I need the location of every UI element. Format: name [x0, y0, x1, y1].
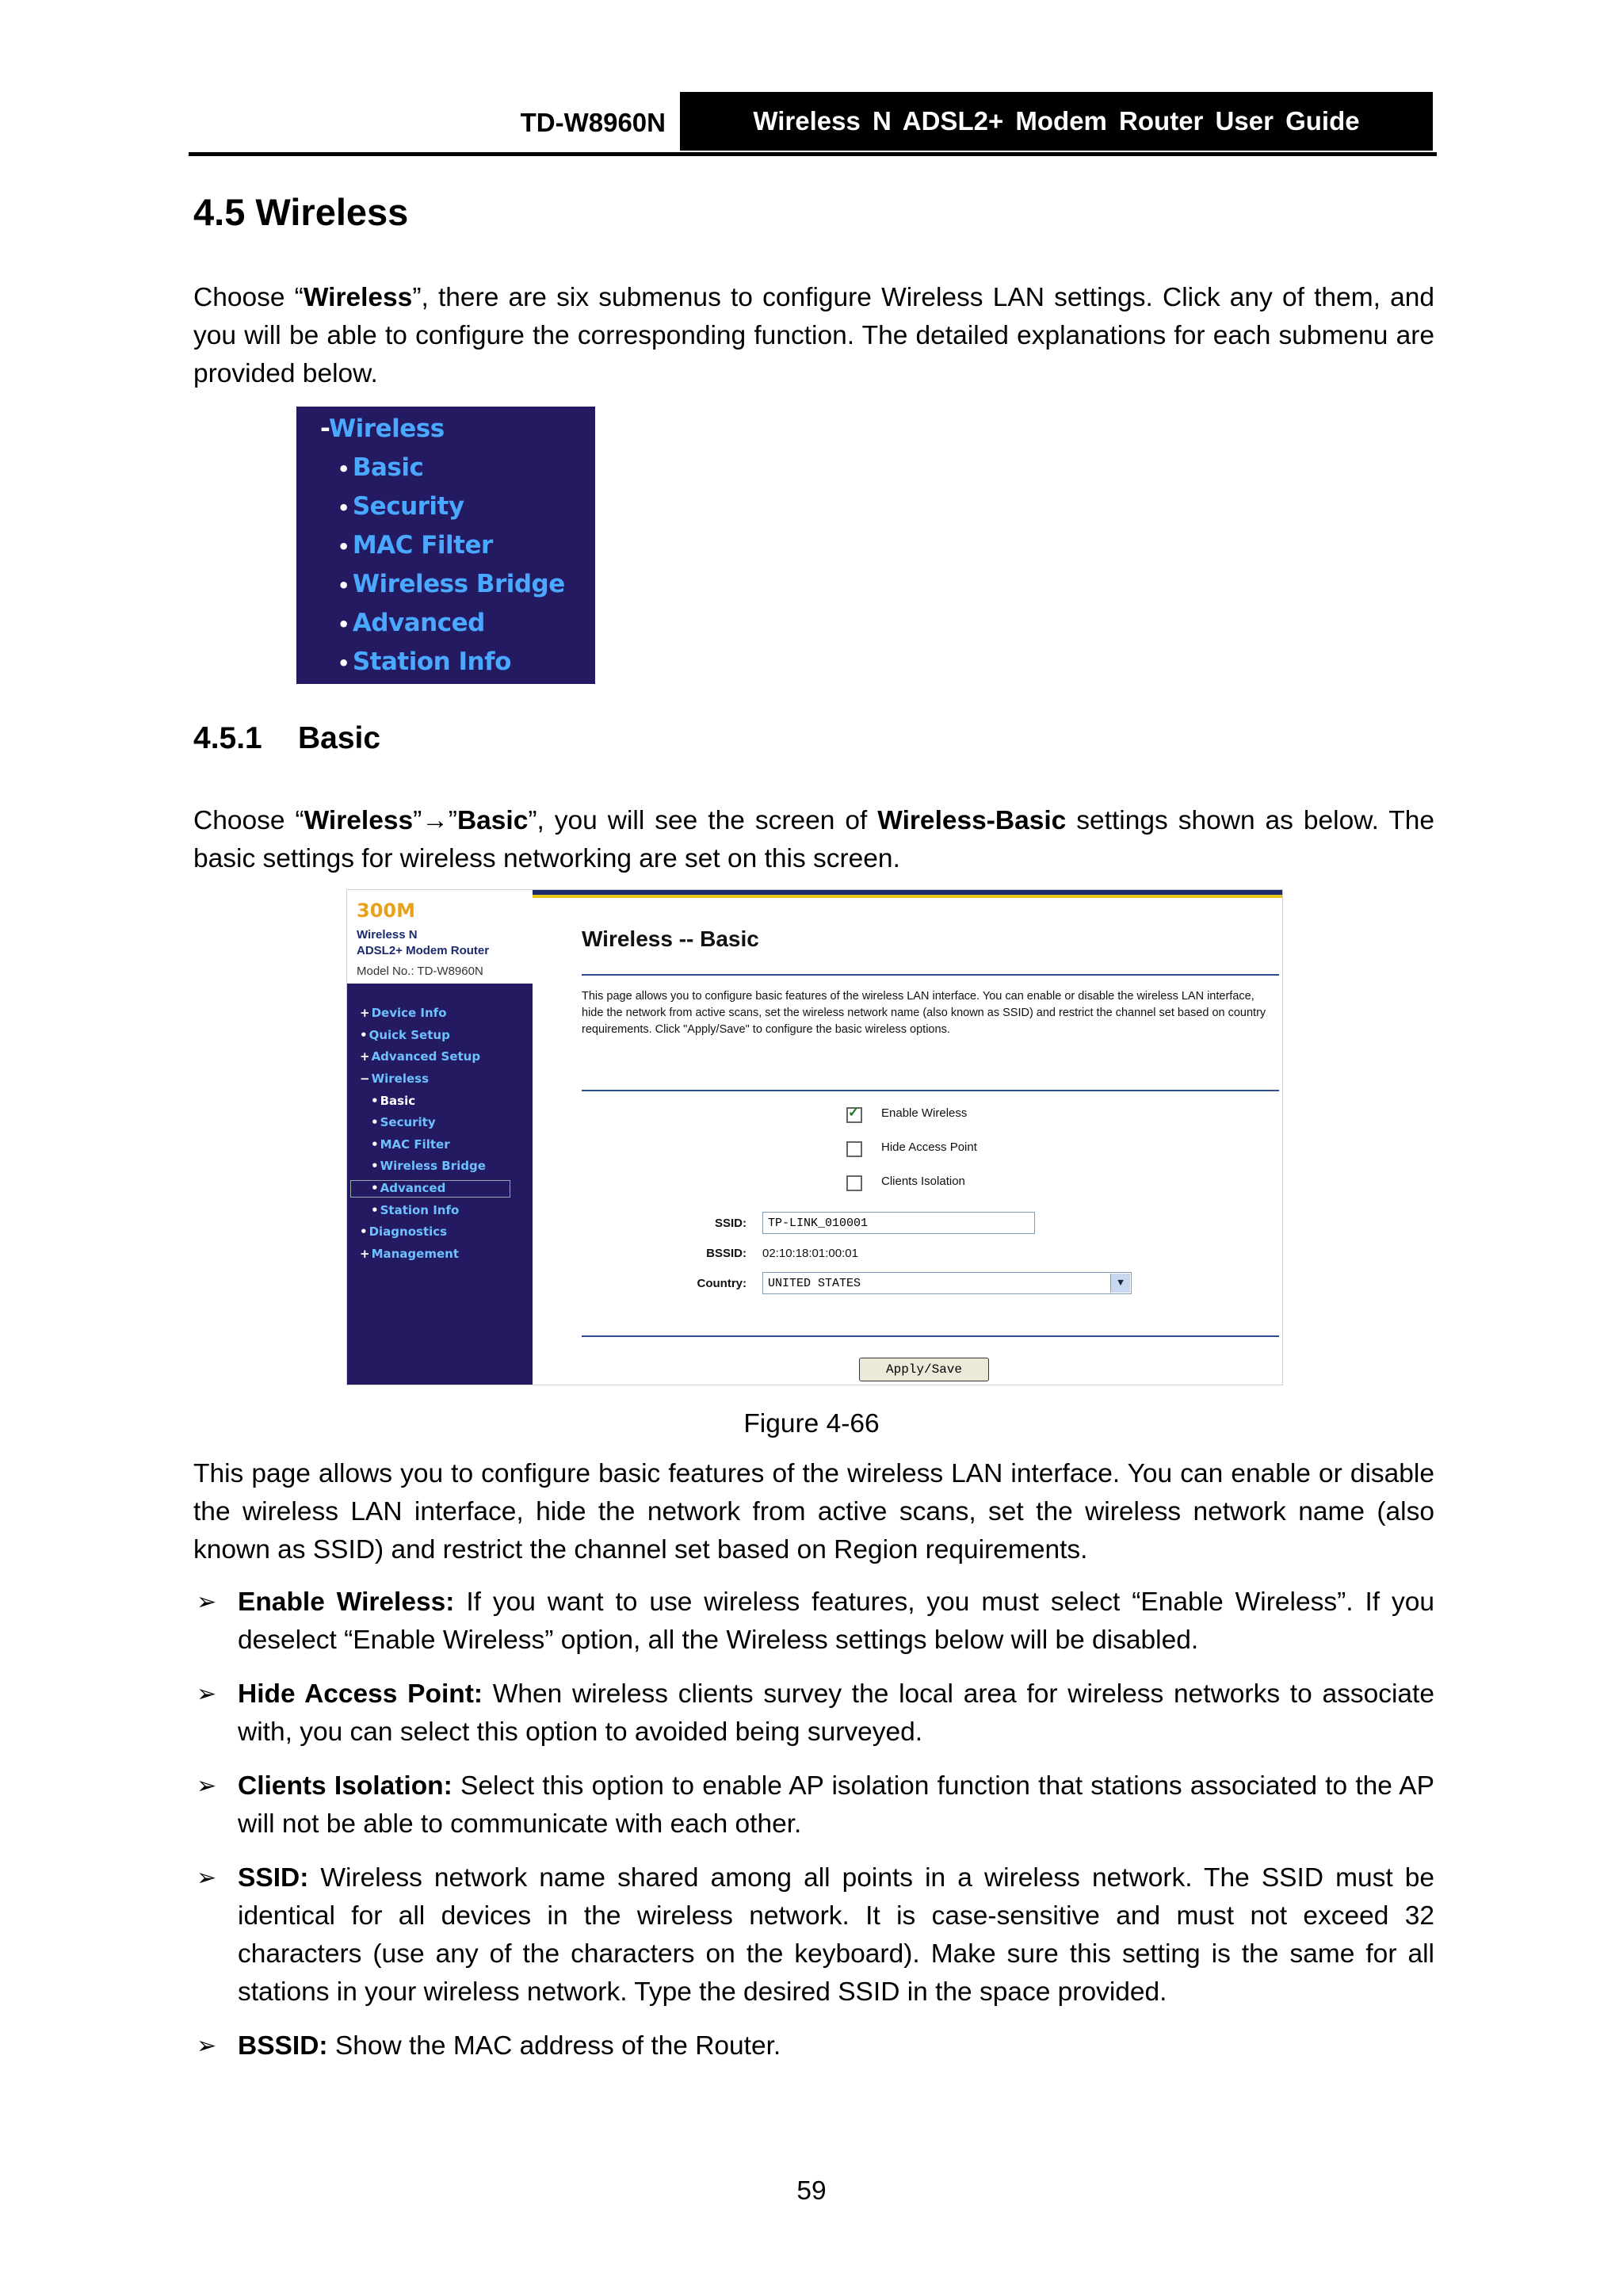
sidebar-item-advanced[interactable]	[371, 1181, 445, 1195]
expand-icon: +	[360, 1049, 370, 1064]
bullet-icon: •	[360, 1028, 368, 1042]
menu-heading-wireless	[320, 415, 445, 443]
clients-isolation-label: Clients Isolation	[881, 1175, 965, 1188]
description-rule	[582, 1090, 1279, 1091]
brand-model: Model No.: TD-W8960N	[357, 965, 483, 978]
sidebar-item-management[interactable]	[360, 1247, 459, 1261]
sidebar-label: Wireless Bridge	[380, 1159, 486, 1173]
sub-intro-pre: Choose “	[193, 806, 304, 835]
router-page-description: This page allows you to configure basic features of the wireless LAN interface. You can enable or disable the wireless LAN interface, hide the network from active scans, set the wireless network name (also known as SSID) and restrict the channel set based on country requirements. Click "Apply/Save" to configure the basic wireless options.	[582, 990, 1266, 1036]
sidebar-item-mac-filter[interactable]	[371, 1137, 450, 1152]
ssid-label: SSID:	[714, 1217, 747, 1230]
sidebar-label: Basic	[380, 1094, 416, 1108]
bullet-arrow-icon: ➢	[197, 1865, 217, 1891]
intro-text-post: ”, there are six submenus to configure Wireless LAN settings. Click any of them, and you will be able to configure the corresponding function. The detailed explanations for each submenu are provided below.	[193, 283, 1434, 388]
menu-item-label: Advanced	[352, 609, 485, 637]
menu-item-advanced	[338, 609, 485, 637]
subsection-number: 4.5.1	[193, 721, 262, 755]
bullet-arrow-icon: ➢	[197, 1773, 217, 1799]
sidebar-item-device-info[interactable]	[360, 1006, 447, 1020]
bullet-text: Select this option to enable AP isolation function that stations associated to the AP will not be able to communicate with each other.	[238, 1771, 1434, 1839]
bullet-icon: •	[338, 575, 349, 597]
brand-panel	[347, 890, 533, 984]
country-selected-value: UNITED STATES	[768, 1277, 861, 1290]
body-paragraph: This page allows you to configure basic features of the wireless LAN interface. You can enable or disable the wireless LAN interface, hide the network from active scans, set the wireless network name (also known as SSID) and restrict the channel set based on Region requirements.	[193, 1459, 1434, 1564]
sidebar-item-quick-setup[interactable]	[360, 1028, 450, 1042]
bullet-enable-wireless	[193, 1584, 1434, 1660]
bullet-term: SSID:	[238, 1863, 309, 1893]
chevron-down-icon[interactable]: ▼	[1110, 1274, 1130, 1293]
section-intro	[193, 279, 1434, 393]
menu-item-station-info	[338, 648, 511, 676]
brand-300m: 300M	[357, 900, 415, 922]
form-bottom-rule	[582, 1335, 1279, 1337]
subsection-intro	[193, 802, 1434, 878]
bullet-clients-isolation	[193, 1767, 1434, 1843]
sidebar-label: Management	[371, 1247, 459, 1261]
sidebar-label: Advanced	[380, 1181, 446, 1195]
ssid-input[interactable]: TP-LINK_010001	[762, 1212, 1035, 1234]
bullet-icon: •	[371, 1094, 379, 1108]
sidebar-label: Station Info	[380, 1203, 460, 1217]
bullet-icon: •	[338, 497, 349, 519]
bullet-hide-access-point	[193, 1675, 1434, 1752]
hide-access-point-label: Hide Access Point	[881, 1140, 977, 1154]
enable-wireless-checkbox[interactable]	[846, 1107, 862, 1123]
brand-line-1: Wireless N	[357, 928, 418, 942]
sidebar-item-advanced-setup[interactable]	[360, 1049, 480, 1064]
sidebar-item-station-info[interactable]	[371, 1203, 459, 1217]
bullet-arrow-icon: ➢	[197, 2033, 217, 2059]
expand-icon: +	[360, 1006, 370, 1020]
router-main-panel	[533, 898, 1282, 1385]
intro-bold-wireless: Wireless	[303, 283, 413, 312]
menu-collapse-icon: -	[320, 415, 329, 443]
bullet-icon: •	[360, 1224, 368, 1239]
sidebar-label: Device Info	[371, 1006, 447, 1020]
bullet-arrow-icon: ➢	[197, 1681, 217, 1707]
field-descriptions	[193, 1584, 1434, 2081]
router-sidebar	[347, 984, 533, 1385]
sub-intro-mid: ”, you will see the screen of	[528, 806, 878, 835]
header-model: TD-W8960N	[520, 108, 666, 137]
bssid-label: BSSID:	[706, 1247, 747, 1260]
bullet-text: When wireless clients survey the local area for wireless networks to associate with, you can select this option to avoided being surveyed.	[238, 1679, 1434, 1747]
menu-item-label: Basic	[352, 453, 424, 482]
subsection-label: Basic	[298, 721, 381, 755]
sidebar-label: Quick Setup	[369, 1028, 450, 1042]
apply-save-button[interactable]: Apply/Save	[859, 1358, 989, 1381]
title-rule	[582, 974, 1279, 976]
menu-item-label: Security	[352, 492, 464, 521]
bullet-icon: •	[338, 536, 349, 558]
sidebar-label: Wireless	[371, 1072, 430, 1086]
menu-item-label: MAC Filter	[352, 531, 493, 560]
sidebar-label: MAC Filter	[380, 1137, 450, 1152]
clients-isolation-checkbox[interactable]	[846, 1175, 862, 1191]
menu-item-security	[338, 492, 464, 521]
intro-text-pre: Choose “	[193, 283, 304, 312]
brand-line-2: ADSL2+ Modem Router	[357, 944, 490, 957]
bullet-icon: •	[338, 613, 349, 636]
bullet-ssid	[193, 1859, 1434, 2011]
enable-wireless-label: Enable Wireless	[881, 1106, 968, 1120]
figure-caption: Figure 4-66	[743, 1409, 880, 1438]
menu-item-basic	[338, 453, 423, 482]
sidebar-item-wireless[interactable]	[360, 1072, 429, 1086]
bullet-text: Show the MAC address of the Router.	[327, 2031, 781, 2061]
bullet-icon: •	[371, 1115, 379, 1129]
bullet-icon: •	[338, 652, 349, 674]
arrow-icon: ”→”	[413, 806, 457, 835]
sidebar-item-diagnostics[interactable]	[360, 1224, 447, 1239]
bullet-icon: •	[371, 1181, 379, 1195]
router-page-title: Wireless -- Basic	[582, 926, 759, 951]
sidebar-label: Advanced Setup	[371, 1049, 481, 1064]
bssid-value: 02:10:18:01:00:01	[762, 1247, 858, 1260]
wireless-basic-screenshot	[346, 889, 1283, 1385]
subsection-title	[193, 721, 380, 756]
sub-intro-bold-wireless-basic: Wireless-Basic	[877, 806, 1067, 835]
country-select[interactable]	[762, 1272, 1132, 1294]
menu-item-wireless-bridge	[338, 570, 565, 598]
bullet-term: Clients Isolation:	[238, 1771, 453, 1801]
header-rule	[189, 152, 1437, 156]
sidebar-item-wireless-bridge[interactable]	[371, 1159, 486, 1173]
bullet-icon: •	[371, 1159, 379, 1173]
bullet-term: BSSID:	[238, 2031, 328, 2061]
bullet-term: Hide Access Point:	[238, 1679, 483, 1709]
bullet-text: Wireless network name shared among all points in a wireless network. The SSID must be identical for all devices in the wireless network. It is case-sensitive and must not exceed 32 characters (use any of the characters on the keyboard). Make sure this setting is the same for all stations in your wireless network. Type the desired SSID in the space provided.	[238, 1863, 1434, 2007]
sidebar-item-security[interactable]	[371, 1115, 436, 1129]
wireless-menu-image	[296, 407, 595, 684]
page-number: 59	[796, 2176, 827, 2206]
sidebar-item-basic[interactable]	[371, 1094, 415, 1108]
sidebar-label: Diagnostics	[369, 1224, 448, 1239]
bullet-text: If you want to use wireless features, you must select “Enable Wireless”. If you deselect “Enable Wireless” option, all the Wireless settings below will be disabled.	[238, 1587, 1434, 1655]
bullet-term: Enable Wireless:	[238, 1587, 455, 1617]
menu-heading-label: Wireless	[328, 415, 445, 443]
menu-item-mac-filter	[338, 531, 493, 560]
bullet-bssid	[193, 2027, 1434, 2065]
sub-intro-bold-wireless: Wireless	[304, 806, 414, 835]
header-guide-title: Wireless N ADSL2+ Modem Router User Guide	[680, 92, 1433, 151]
sidebar-label: Security	[380, 1115, 436, 1129]
sub-intro-bold-basic: Basic	[456, 806, 529, 835]
bullet-icon: •	[338, 458, 349, 480]
expand-icon: +	[360, 1247, 370, 1261]
bullet-arrow-icon: ➢	[197, 1589, 217, 1615]
country-label: Country:	[697, 1277, 747, 1290]
menu-item-label: Station Info	[352, 648, 511, 676]
sub-intro-post: settings shown as below. The basic settings for wireless networking are set on this screen.	[193, 806, 1434, 873]
bullet-icon: •	[371, 1137, 379, 1152]
collapse-icon: −	[360, 1072, 370, 1086]
hide-access-point-checkbox[interactable]	[846, 1141, 862, 1157]
section-title: 4.5 Wireless	[193, 191, 409, 233]
menu-item-label: Wireless Bridge	[352, 570, 565, 598]
bullet-icon: •	[371, 1203, 379, 1217]
